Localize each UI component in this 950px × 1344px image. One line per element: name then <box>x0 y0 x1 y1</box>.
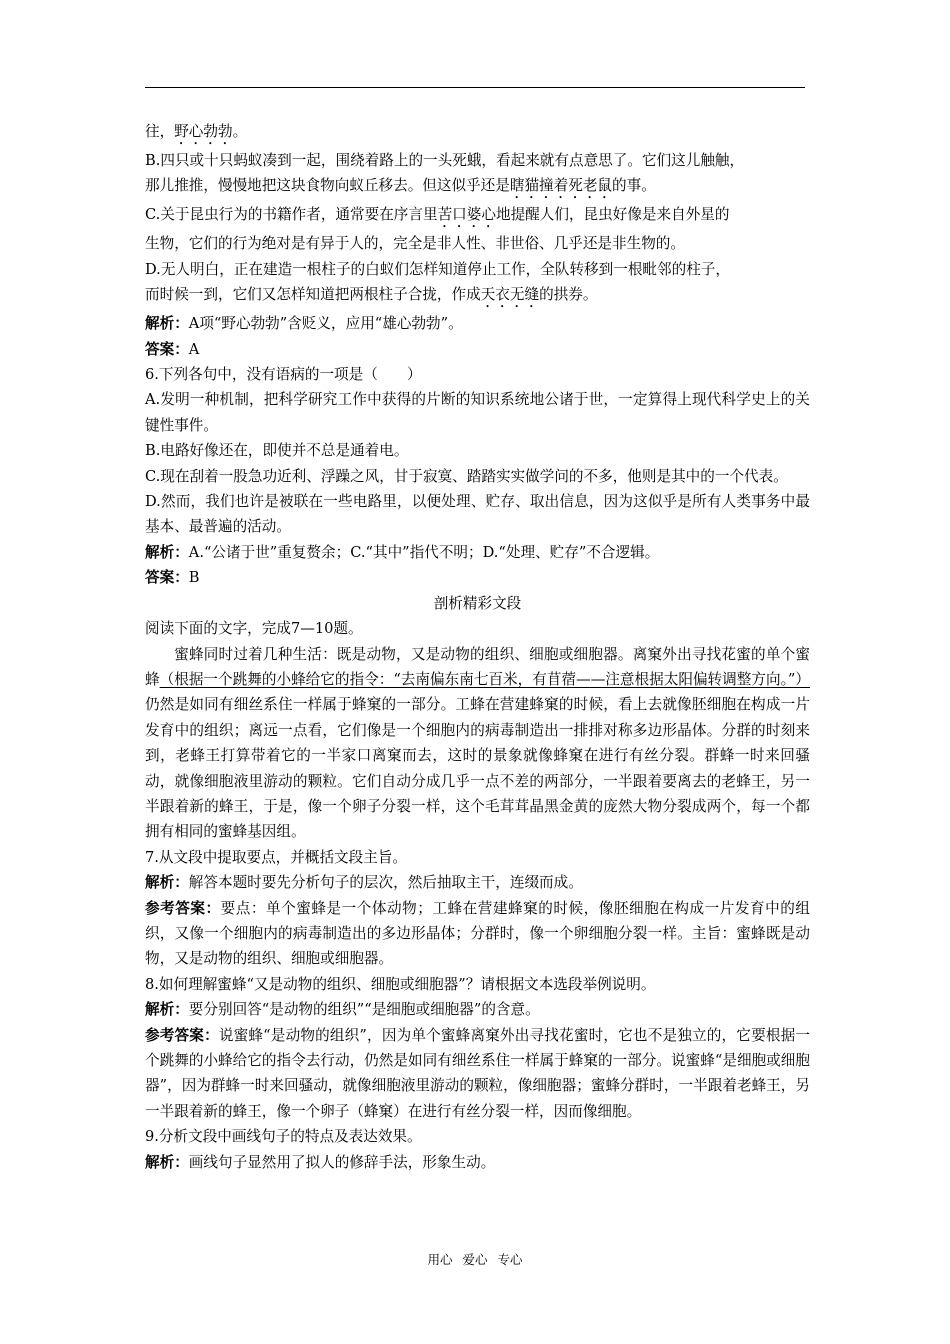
document-body <box>145 119 810 1175</box>
option-d-line1: D.无人明白，正在建造一根柱子的白蚁们怎样知道停止工作，全队转移到一根毗邻的柱子， <box>145 260 730 278</box>
option-d-text: 而时候一到，它们又怎样知道把两根柱子合拢，作成 <box>145 286 481 304</box>
dotted-phrase: 瞎猫撞着死老鼠 <box>509 177 613 195</box>
analysis-text: 画线句子显然用了拟人的修辞手法，形象生动。 <box>188 1153 496 1171</box>
header-rule <box>145 87 805 88</box>
option-a-tail-text: 往， <box>145 123 175 140</box>
q5-analysis <box>145 311 810 336</box>
analysis-label: 解析： <box>145 543 189 561</box>
underlined-sentence: （根据一个跳舞的小蜂给它的指令：“去南偏东南七百米，有苜蓿——注意根据太阳偏转调整方向。”） <box>159 670 810 688</box>
q6-analysis <box>145 540 810 565</box>
q9-analysis <box>145 1150 810 1175</box>
analysis-text: A项“野心勃勃”含贬义，应用“雄心勃勃”。 <box>188 315 463 333</box>
q6-option-d: D.然而，我们也许是被联在一些电路里，以便处理、贮存、取出信息，因为这似乎是所有人类事务中最基本、最普遍的活动。 <box>145 493 810 536</box>
q5-answer <box>145 337 810 362</box>
passage-text-cont: 仍然是如同有细丝系住一样属于蜂窠的一部分。工蜂在营建蜂窠的时候，看上去就像胚细胞在构成一片发育中的组织；离远一点看，它们像是一个细胞内的病毒制造出一排排对称多边形晶体。分群的时刻来到，老蜂王打算带着它的一半家口离窠而去，这时的景象就像蜂窠在进行有丝分裂。群蜂一时来回骚动，就像细胞液里游动的颗粒。它们自动分成几乎一点不差的两部分，一半跟着要离去的老蜂王，另一半跟着新的蜂王，于是，像一个卵子分裂一样，这个毛茸茸晶黑金黄的庞然大物分裂成两个，每一个都拥有相同的蜜蜂基因组。 <box>145 696 810 841</box>
option-a-tail <box>145 119 810 148</box>
dotted-phrase: 野心勃勃 <box>174 123 233 140</box>
analysis-text: 解答本题时要先分析句子的层次，然后抽取主干，连缀而成。 <box>188 874 583 892</box>
reading-intro: 阅读下面的文字，完成7—10题。 <box>145 620 363 638</box>
q7-reference-answer <box>145 896 810 972</box>
q8-analysis <box>145 997 810 1022</box>
reference-answer-label: 参考答案： <box>145 1026 219 1044</box>
option-b-text: 那儿推推，慢慢地把这块食物向蚁丘移去。但这似乎还是 <box>145 177 510 195</box>
q6-option-c: C.现在刮着一股急功近利、浮躁之风，甘于寂寞、踏踏实实做学问的不多，他则是其中的一个代表。 <box>145 467 788 485</box>
q8-stem: 8.如何理解蜜蜂“又是动物的组织、细胞或细胞器”？请根据文本选段举例说明。 <box>145 975 656 993</box>
q6-answer <box>145 565 810 590</box>
reference-answer-text: 说蜜蜂“是动物的组织”，因为单个蜜蜂离窠外出寻找花蜜时，它也不是独立的，它要根据一个跳舞的小蜂给它的指令去行动，仍然是如同有细丝系住一样属于蜂窠的一部分。说蜜蜂“是细胞或细胞器”，因为群蜂一时来回骚动，就像细胞液里游动的颗粒，像细胞器；蜜蜂分群时，一半跟着老蜂王，另一半跟着新的蜂王，像一个卵子（蜂窠）在进行有丝分裂一样，因而像细胞。 <box>145 1026 810 1120</box>
q6-option-a: A.发明一种机制，把科学研究工作中获得的片断的知识系统地公诸于世，一定算得上现代科学史上的关键性事件。 <box>145 391 810 434</box>
passage-text: 蜜蜂同时过着几种生活：既是动物，又是动物的组织、细胞或细胞器。离窠外出寻找花蜜的单个蜜蜂 <box>145 645 810 688</box>
option-a-tail-end: 。 <box>232 123 248 140</box>
q9-stem: 9.分析文段中画线句子的特点及表达效果。 <box>145 1128 422 1146</box>
option-d-end: 的拱券。 <box>539 286 598 304</box>
option-c-line2: 生物，它们的行为绝对是有异于人的，完全是非人性、非世俗、几乎还是非生物的。 <box>145 235 685 253</box>
option-b-end: 的事。 <box>612 177 656 195</box>
answer-label: 答案： <box>145 569 189 587</box>
analysis-label: 解析： <box>145 1153 189 1171</box>
reading-passage <box>145 642 810 845</box>
q6-option-b: B.电路好像还在，即使并不总是通着电。 <box>145 442 409 460</box>
analysis-text: 要分别回答“是动物的组织”“是细胞或细胞器”的含意。 <box>188 1001 540 1019</box>
q7-stem: 7.从文段中提取要点，并概括文段主旨。 <box>145 848 408 866</box>
analysis-label: 解析： <box>145 315 189 333</box>
q8-reference-answer <box>145 1023 810 1125</box>
option-c-text: C.关于昆虫行为的书籍作者，通常要在序言里 <box>145 206 438 224</box>
q6-stem: 6.下列各句中，没有语病的一项是（ ） <box>145 366 422 384</box>
answer-label: 答案： <box>145 340 189 358</box>
option-c-line1 <box>145 202 810 231</box>
page-footer: 用心 爱心 专心 <box>427 1252 523 1267</box>
dotted-phrase: 天衣无缝 <box>480 286 540 304</box>
option-c-text-end: 地提醒人们，昆虫好像是来自外星的 <box>495 206 730 224</box>
option-d-line2 <box>145 282 810 311</box>
analysis-label: 解析： <box>145 874 189 892</box>
analysis-label: 解析： <box>145 1001 189 1019</box>
answer-text: B <box>188 569 200 587</box>
reference-answer-text: 要点：单个蜜蜂是一个体动物；工蜂在营建蜂窠的时候，像胚细胞在构成一片发育中的组织，又像一个细胞内的病毒制造出的多边形晶体；分群时，像一个卵细胞分裂一样。主旨：蜜蜂既是动物，又是动物的组织、细胞或细胞器。 <box>145 899 810 968</box>
q7-analysis <box>145 870 810 895</box>
section-title: 剖析精彩文段 <box>433 594 522 612</box>
analysis-text: A.“公诸于世”重复赘余；C.“其中”指代不明；D.“处理、贮存”不合逻辑。 <box>188 543 660 561</box>
answer-text: A <box>188 340 200 358</box>
option-b-line2 <box>145 173 810 202</box>
dotted-phrase: 苦口婆心 <box>437 206 496 224</box>
reference-answer-label: 参考答案： <box>145 899 221 917</box>
option-b-line1: B.四只或十只蚂蚁凑到一起，围绕着路上的一头死蛾，看起来就有点意思了。它们这儿触触， <box>145 152 745 169</box>
